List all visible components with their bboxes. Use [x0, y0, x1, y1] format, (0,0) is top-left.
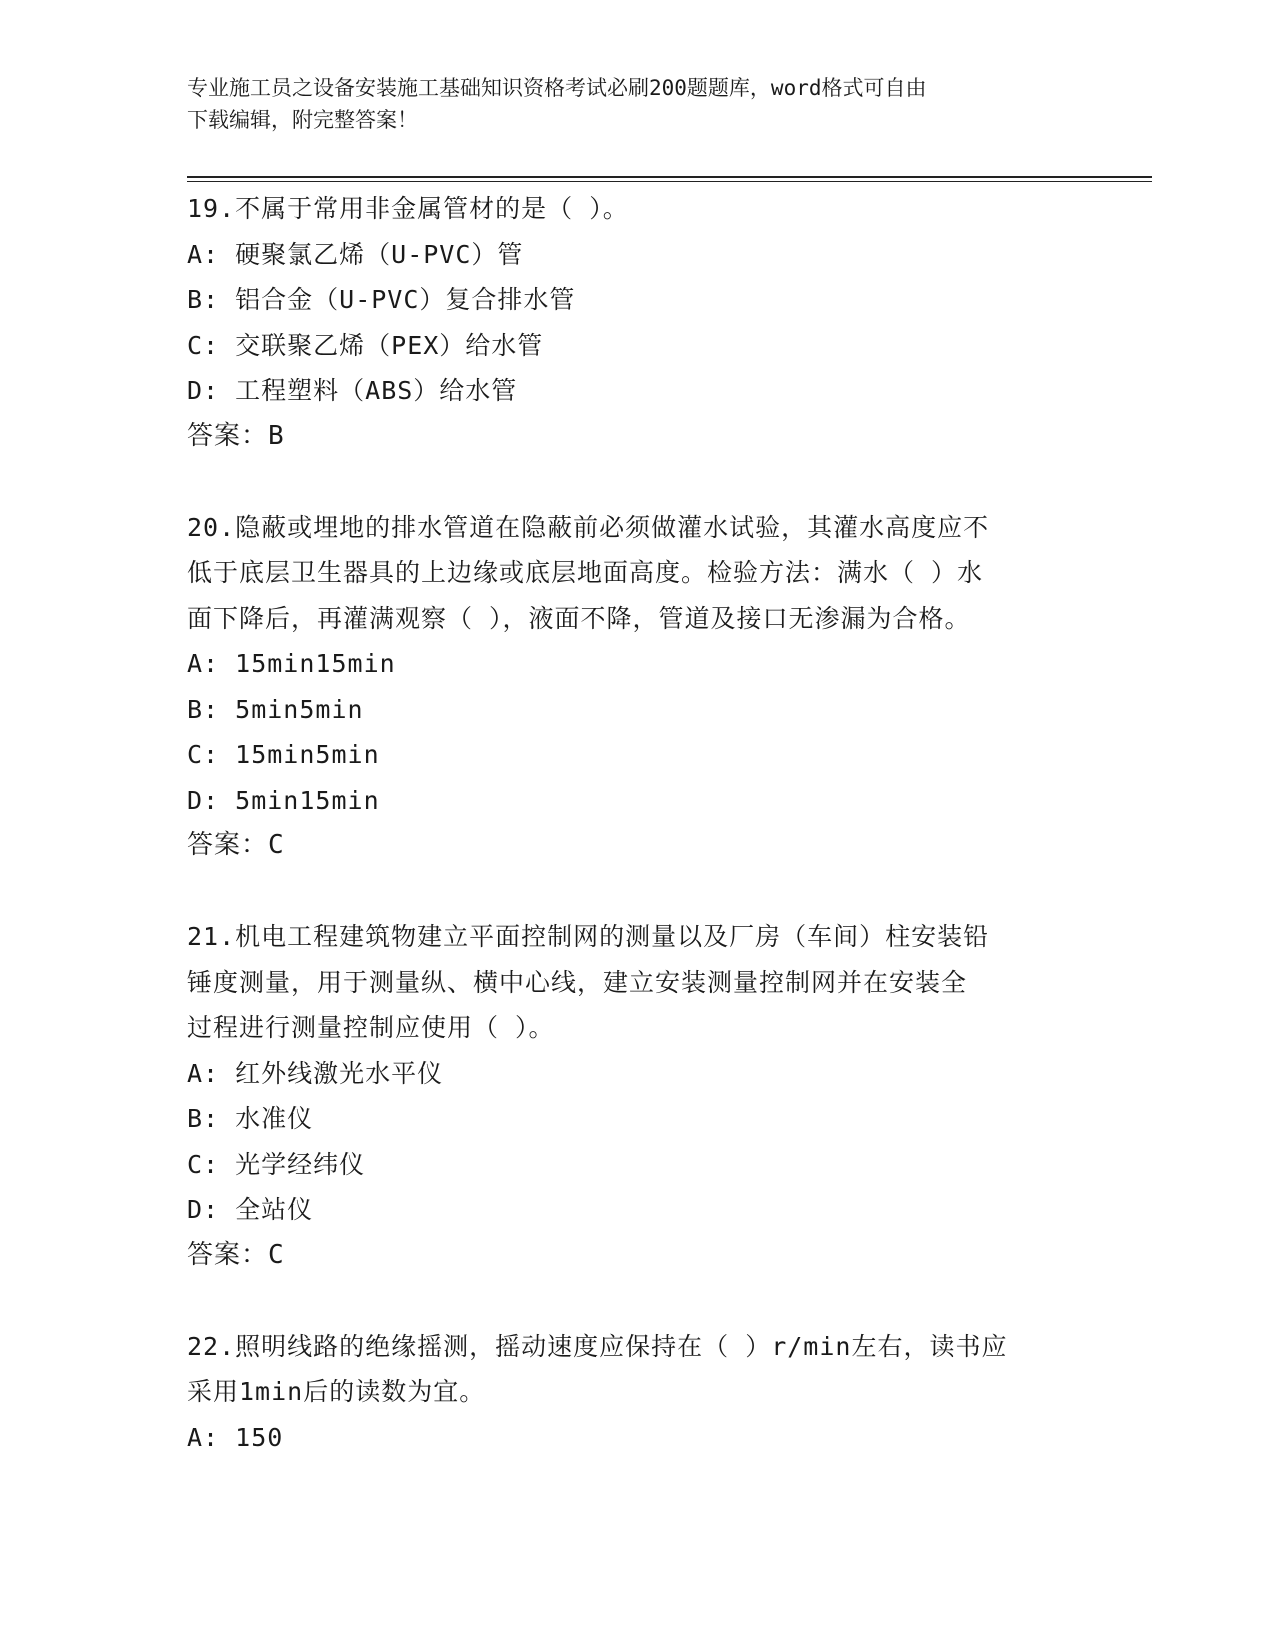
question-20-option-c: C: 15min5min [187, 740, 380, 769]
header-title-line-2: 下载编辑，附完整答案！ [187, 108, 418, 132]
question-19-stem: 19.不属于常用非金属管材的是（ ）。 [187, 194, 629, 223]
question-19-option-d: D: 工程塑料（ABS）给水管 [187, 376, 518, 405]
question-21-stem-line-3: 过程进行测量控制应使用（ ）。 [187, 1013, 555, 1042]
question-19 [187, 186, 1087, 459]
question-21-stem-line-2: 锤度测量，用于测量纵、横中心线，建立安装测量控制网并在安装全 [187, 967, 968, 997]
question-20-stem-line-3: 面下降后，再灌满观察（ ），液面不降，管道及接口无渗漏为合格。 [187, 603, 971, 633]
question-21-option-a: A: 红外线激光水平仪 [187, 1058, 444, 1088]
document-header [187, 72, 1067, 136]
question-20-answer: 答案：C [187, 830, 285, 860]
header-title-line-1: 专业施工员之设备安装施工基础知识资格考试必刷200题题库，word格式可自由 [187, 76, 927, 100]
header-divider-thick [187, 176, 1152, 178]
question-22-stem-line-1: 22.照明线路的绝缘摇测，摇动速度应保持在（ ）r/min左右，读书应 [187, 1331, 1008, 1361]
question-21-answer: 答案：C [187, 1239, 285, 1270]
question-22 [187, 1324, 1087, 1461]
question-20 [187, 505, 1087, 869]
question-list [187, 186, 1087, 1460]
question-22-option-a: A: 150 [187, 1422, 284, 1452]
question-19-option-b: B: 铝合金（U-PVC）复合排水管 [187, 285, 576, 314]
question-21 [187, 914, 1087, 1278]
question-20-option-d: D: 5min15min [187, 785, 380, 815]
question-20-option-a: A: 15min15min [187, 649, 396, 678]
question-19-option-c: C: 交联聚乙烯（PEX）给水管 [187, 330, 544, 360]
question-21-option-d: D: 全站仪 [187, 1195, 314, 1224]
question-21-stem-line-1: 21.机电工程建筑物建立平面控制网的测量以及厂房（车间）柱安装铅 [187, 922, 990, 951]
question-19-answer: 答案：B [187, 420, 285, 451]
question-20-stem-line-1: 20.隐蔽或埋地的排水管道在隐蔽前必须做灌水试验，其灌水高度应不 [187, 512, 990, 542]
spacer [187, 1278, 1087, 1324]
question-21-option-c: C: 光学经纬仪 [187, 1149, 366, 1179]
spacer [187, 869, 1087, 915]
header-divider-thin [187, 181, 1152, 182]
question-22-stem-line-2: 采用1min后的读数为宜。 [187, 1377, 486, 1406]
question-19-option-a: A: 硬聚氯乙烯（U-PVC）管 [187, 239, 524, 269]
question-20-stem-line-2: 低于底层卫生器具的上边缘或底层地面高度。检验方法：满水（ ）水 [187, 558, 984, 587]
spacer [187, 459, 1087, 505]
question-20-option-b: B: 5min5min [187, 694, 364, 724]
question-21-option-b: B: 水准仪 [187, 1104, 314, 1133]
